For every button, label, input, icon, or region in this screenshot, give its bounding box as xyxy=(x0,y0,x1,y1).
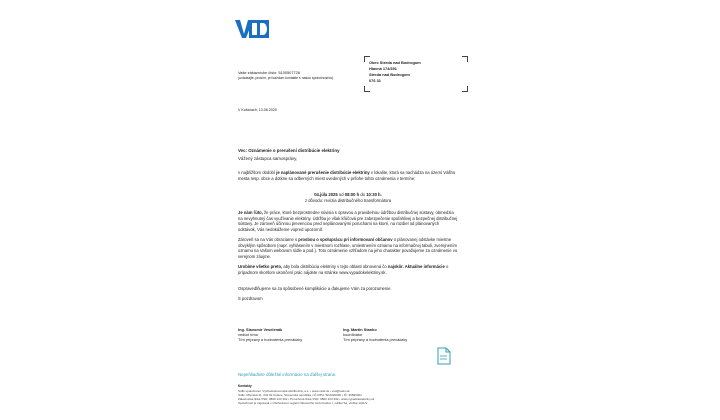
signature-1-role: vedúci tímu xyxy=(238,332,258,338)
footer-line-3: Zákaznícka linka VSD: 0800 123 332 • Poruchová linka VSD: 0800 123 332 • www.vypadokelektriny.sk xyxy=(238,397,375,401)
schedule-reason: z dôvodu: revízia distribučného transformátora xyxy=(304,198,392,203)
intro-bold: je naplánované prerušenie distribúcie elektriny xyxy=(276,170,370,175)
date-line: V Košiciach, 13.06.2025 xyxy=(238,108,277,112)
signature-2-name: Ing. Martin Stanko xyxy=(343,327,377,332)
signature-2-role: koordinátor xyxy=(343,332,363,338)
footer-line-2: Sídlo: Mlynská 31, 042 91 Košice, Slovenská republika • IČ DPH: SK2020000 • IČ: 36599361 xyxy=(238,393,362,397)
schedule-to-label: do xyxy=(360,192,366,197)
next-page-note[interactable]: Nepehliadnite dôležité informácie na ďalšej strane. xyxy=(238,372,337,377)
paragraph-restore-bold-1: Urobíme všetko preto, xyxy=(238,264,283,269)
address-line-3: Streda nad Bodrogom xyxy=(369,72,410,77)
footer-line-4: Spoločnosť je zapísaná v Obchodnom registri Okresného súdu Košice I, oddiel Sa, vložka 1411/V xyxy=(238,401,368,405)
signature-2 xyxy=(343,327,443,343)
signature-1-name: Ing. Slavomír Veselenák xyxy=(238,327,283,332)
schedule-time-to: 10:30 h. xyxy=(366,192,382,197)
address-line-4: 076 31 xyxy=(369,78,381,83)
footer-title: Kontakty xyxy=(238,384,252,388)
intro-text: v najbližšom období xyxy=(238,170,277,175)
address-line-1: Obec Streda nad Bodrogom xyxy=(369,60,421,65)
vsd-logo xyxy=(235,20,269,38)
document-icon xyxy=(437,347,451,365)
paragraph-restore-bold-2: najskôr. Aktuálne informácie xyxy=(387,264,445,269)
signature-1 xyxy=(238,327,338,343)
footer-line-1: Sídlo spoločnosti: Východoslovenská distribučná, a.s. • www.vsds.sk • vsd@vsds.sk xyxy=(238,389,350,393)
account-number: Vaše zákaznícke číslo: 5100507726 xyxy=(238,70,301,75)
schedule-time-from: 08:00 h xyxy=(344,192,360,197)
signature-1-team: Tím prípravy a hodnotenia prevádzky xyxy=(238,337,303,343)
paragraph-cooperation-start: Zároveň sa na Vás obraciame s xyxy=(238,237,299,242)
paragraph-cooperation-bold: prosbou o spoluprácu pri informovaní občanov xyxy=(298,237,393,242)
address-line-2: Hlavná 174/391 xyxy=(369,66,397,71)
intro-rest: v lokalite, ktorá sa nachádza na území Vášho mesta resp. obce a dotkne sa odberných miest uvedených v prílohe tohto oznámenia v termíne: xyxy=(238,170,456,181)
paragraph-cooperation xyxy=(238,237,458,259)
paragraph-maintenance-bold: Je nám ľúto, xyxy=(238,210,263,215)
address-window xyxy=(364,56,468,92)
signature-2-team: Tím prípravy a hodnotenia prevádzky xyxy=(343,337,408,343)
paragraph-maintenance xyxy=(238,210,458,232)
schedule-date: 04.júla 2025 xyxy=(314,192,338,197)
paragraph-restore-mid: aby bola distribúcia elektriny v tejto oblasti obnovená čo xyxy=(282,264,388,269)
schedule-line xyxy=(238,192,458,198)
subject: Vec: Oznámenie o prerušení distribúcie elektriny xyxy=(238,148,340,153)
schedule-from-label: od xyxy=(338,192,344,197)
paragraph-restore-rest: o prípadnom skoršom ukončení prác nájdete na stránke www.vypadokelektriny.sk. xyxy=(238,264,449,275)
closing: S pozdravom xyxy=(238,296,263,301)
account-note: (uvádzajte, prosím, pri každom kontakte s našou spoločnosťou) xyxy=(238,76,334,80)
paragraph-cooperation-rest: o plánovanej odstávke miestne obvyklým spôsobom (napr. vyhlásením v miestnom rozhlase, umiestnením oznamu na informačnej tabuli, zverejnením oznamu na Vašom webovom sídle a pod.). Toto oznámenie vzhľadom na jeho charakter považujeme za oznámenie vo verejnom záujme. xyxy=(238,237,458,259)
intro-paragraph xyxy=(238,170,458,181)
paragraph-maintenance-text: že práce, ktoré bezprostredne súvisia s opravou a pravidelnou údržbou distribučnej sústavy, obmedzia na nevyhnutný čas využívanie elektriny. Údržba je však kľúčová pre zabezpečenie spoľahlivej a bezpečnej distribučnej sústavy. Je zároveň účinnou prevenciou pred neplánovanými poruchami na ktoré, na rozdiel od plánovaných odstávok, Vás nedokážeme vopred upozorniť. xyxy=(238,210,458,232)
paragraph-apology: Ospravedlňujeme sa za spôsobené komplikácie a ďakujeme Vám za porozumenie. xyxy=(238,286,392,291)
greeting: Vážený zástupca samosprávy, xyxy=(238,156,298,161)
paragraph-restore xyxy=(238,264,458,275)
